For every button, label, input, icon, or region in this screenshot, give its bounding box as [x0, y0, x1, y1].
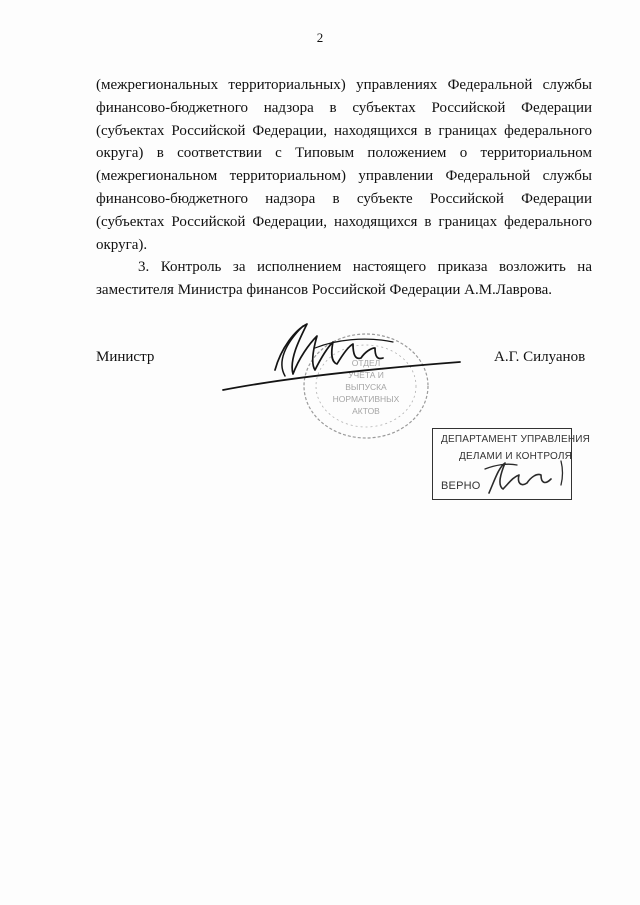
minister-signature-icon	[215, 318, 465, 398]
seal-line: ОТДЕЛ	[351, 358, 381, 368]
stamp-department-sub: ДЕЛАМИ И КОНТРОЛЯ	[459, 451, 573, 462]
certification-stamp	[432, 428, 591, 500]
stamp-department: ДЕПАРТАМЕНТ УПРАВЛЕНИЯ	[441, 434, 591, 445]
document-body	[96, 74, 592, 302]
signatory-name: А.Г. Силуанов	[494, 349, 586, 365]
stamp-signature-icon	[481, 455, 571, 499]
seal-line: ВЫПУСКА	[345, 382, 387, 392]
paragraph-continuation: (межрегиональных территориальных) управлениях Федеральной службы финансово-бюджетного надзора в субъектах Российской Федерации (субъектах Российской Федерации, находящихся в границах федерального округа) в соответствии с Типовым положением о территориальном (межрегиональном территориальном) управлении Федеральной службы финансово-бюджетного надзора в субъекте Российской Федерации (субъектах Российской Федерации, находящихся в границах федерального округа).	[96, 77, 592, 253]
seal-line: НОРМАТИВНЫХ	[332, 394, 400, 404]
seal-line: АКТОВ	[352, 406, 380, 416]
stamp-verified-label: ВЕРНО	[441, 480, 481, 492]
signatory-title: Министр	[96, 349, 155, 365]
paragraph-control-clause: 3. Контроль за исполнением настоящего приказа возложить на заместителя Министра финансов Российской Федерации А.М.Лаврова.	[96, 259, 592, 299]
seal-line: УЧЁТА И	[348, 370, 384, 380]
page-number: 2	[316, 30, 324, 45]
